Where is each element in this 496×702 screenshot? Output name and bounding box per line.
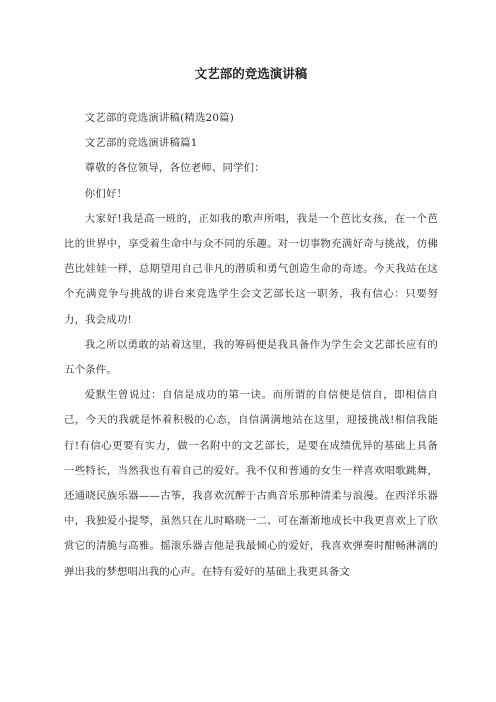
body-paragraph-intro: 大家好!我是高一班的，正如我的歌声所唱，我是一个芭比女孩，在一个芭比的世界中，享受着生命中与众不同的乐趣。对一切事物充满好奇与挑战，仿佛芭比娃娃一样，总期望用自己非凡的潜质和勇气创造生命的奇迹。今天我站在这个充满竞争与挑战的讲台来竞选学生会文艺部长这一职务，我有信心：只要努力，我会成功! (64, 212, 438, 326)
page-title: 文艺部的竞选演讲稿 (194, 66, 308, 81)
body-paragraph-confidence: 爱默生曾说过：自信是成功的第一诀。而所谓的自信便是信自，即相信自己，今天的我就是怀着积极的心态，自信满满地站在这里，迎接挑战!相信我能行!有信心更要有实力，做一名附中的文艺部长，是要在成绩优异的基础上具备一些特长，当然我也有着自己的爱好。我不仅和普通的女生一样喜欢唱歌跳舞，还通晓民族乐器——古筝，我喜欢沉醉于古典音乐那种清柔与浪漫。在西洋乐器中，我独爱小提琴，虽然只在儿时略晓一二、可在渐渐地成长中我更喜欢上了欣赏它的清脆与高雅。摇滚乐器吉他是我最倾心的爱好，我喜欢弹奏时酣畅淋漓的弹出我的梦想唱出我的心声。在特有爱好的基础上我更具备文 (64, 389, 438, 578)
section-heading: 文艺部的竞选演讲稿篇1 (84, 137, 198, 150)
salutation: 尊敬的各位领导，各位老师、同学们： (84, 162, 265, 175)
subtitle-line: 文艺部的竞选演讲稿(精选20篇) (84, 112, 235, 124)
body-paragraph-conditions: 我之所以勇敢的站着这里，我的筹码便是我具备作为学生会文艺部长应有的五个条件。 (64, 338, 438, 377)
greeting: 你们好！ (84, 187, 128, 200)
